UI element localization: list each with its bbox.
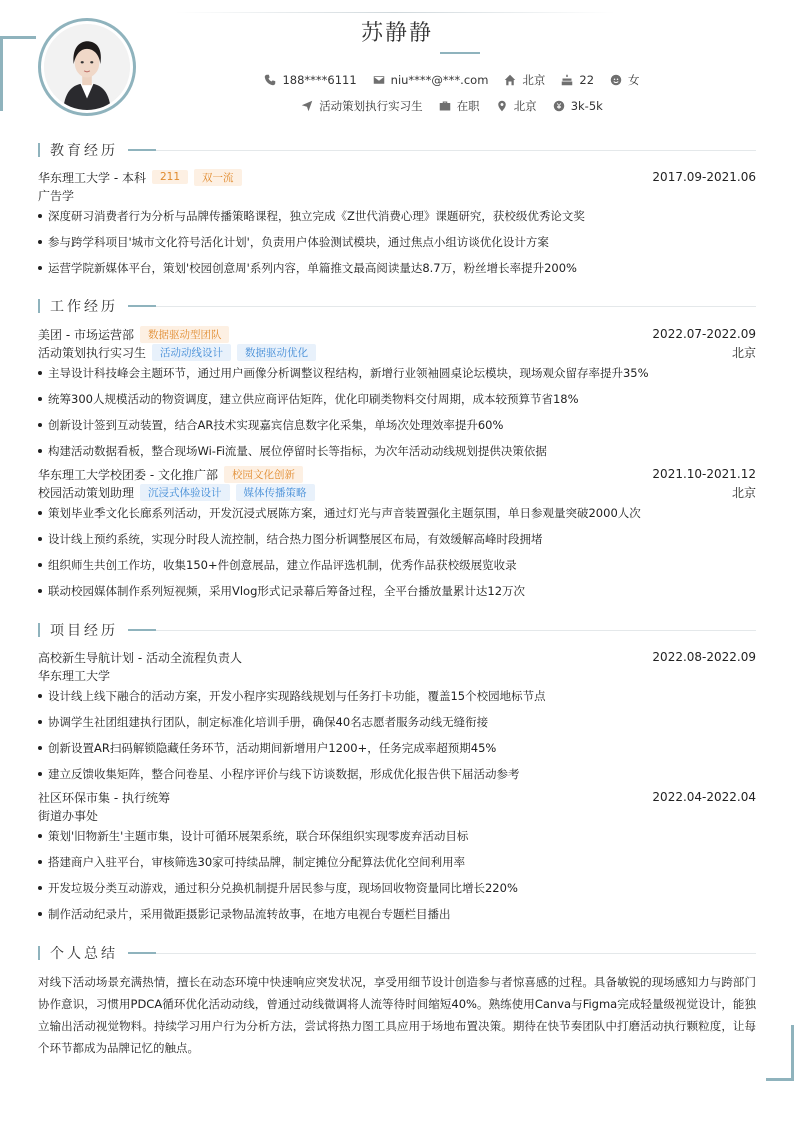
work-entry [38,324,756,344]
company-tag: 校园文化创新 [224,466,303,483]
project-org: 街道办事处 [38,808,99,823]
project-org-row [38,667,756,683]
target-job-item [301,98,423,114]
section-header [38,620,756,640]
list-item: 策划'旧物新生'主题市集，设计可循环展架系统，联合环保组织实现零废弃活动目标 [38,823,756,849]
list-item: 构建活动数据看板，整合现场Wi-Fi流量、展位停留时长等指标，为次年活动动线规划提供决策依据 [38,438,756,464]
project-name: 社区环保市集 - 执行统筹 [38,790,170,805]
list-item: 设计线上线下融合的活动方案，开发小程序实现路线规划与任务打卡功能，覆盖15个校园地标节点 [38,683,756,709]
age-item [561,73,594,87]
section-accent-line [128,305,156,307]
section-header [38,943,756,963]
cake-icon [561,74,573,86]
section-marker [38,946,40,960]
section-divider [156,630,756,631]
education-section [38,140,756,281]
section-title: 教育经历 [50,143,118,159]
work-section [38,296,756,604]
email-text: niu****@***.com [390,73,489,87]
list-item: 开发垃圾分类互动游戏，通过积分兑换机制提升居民参与度，现场回收物资量同比增长220% [38,875,756,901]
education-date: 2017.09-2021.06 [652,170,756,184]
section-header [38,296,756,316]
email-icon [373,74,385,86]
home-icon [504,74,516,86]
school-name: 华东理工大学 - 本科 [38,170,146,185]
school-tag: 211 [152,170,188,184]
project-name: 高校新生导航计划 - 活动全流程负责人 [38,650,242,665]
list-item: 建立反馈收集矩阵，整合问卷星、小程序评价与线下访谈数据，形成优化报告供下届活动参考 [38,761,756,787]
section-title: 个人总结 [50,946,118,962]
project-date: 2022.08-2022.09 [652,650,756,664]
section-title: 项目经历 [50,623,118,639]
list-item: 创新设置AR扫码解锁隐藏任务环节，活动期间新增用户1200+，任务完成率超预期45% [38,735,756,761]
job-intention-row [0,98,794,114]
section-divider [156,306,756,307]
role-tag: 媒体传播策略 [236,484,315,501]
top-divider [175,12,615,13]
work-city: 北京 [731,485,756,500]
location-icon [496,100,508,112]
project-org: 华东理工大学 [38,668,111,683]
project-bullets [38,823,756,927]
candidate-name: 苏静静 [360,21,433,46]
role-tag: 沉浸式体验设计 [140,484,230,501]
salary-text: 3k-5k [570,99,603,113]
section-marker [38,299,40,313]
gender-icon [610,74,622,86]
phone-item [264,73,356,87]
gender-item [610,72,640,88]
section-divider [156,953,756,954]
list-item: 协调学生社团组建执行团队，制定标准化培训手册，确保40名志愿者服务动线无缝衔接 [38,709,756,735]
target-job-text: 活动策划执行实习生 [319,99,423,113]
list-item: 搭建商户入驻平台，审核筛选30家可持续品牌，制定摊位分配算法优化空间利用率 [38,849,756,875]
major-row [38,187,756,203]
email-item [373,73,489,87]
phone-icon [264,74,276,86]
send-icon [301,100,313,112]
project-org-row [38,807,756,823]
status-item [439,98,480,114]
list-item: 参与跨学科项目'城市文化符号活化计划'，负责用户体验测试模块，通过焦点小组访谈优化设计方案 [38,229,756,255]
age-text: 22 [579,73,595,87]
corner-decoration-bottom-right [766,1025,794,1081]
list-item: 设计线上预约系统，实现分时段人流控制，结合热力图分析调整展区布局，有效缓解高峰时段拥堵 [38,526,756,552]
list-item: 联动校园媒体制作系列短视频，采用Vlog形式记录幕后筹备过程，全平台播放量累计达12万次 [38,578,756,604]
role-name: 校园活动策划助理 [38,485,135,500]
education-bullets [38,203,756,281]
summary-section [38,943,756,1059]
role-tag: 活动动线设计 [152,344,231,361]
salary-item [553,99,603,113]
contact-row [0,72,794,88]
school-tag: 双一流 [194,169,242,186]
target-city-item [496,98,537,114]
hometown-text: 北京 [522,73,546,87]
section-divider [156,150,756,151]
section-accent-line [128,149,156,151]
work-city: 北京 [731,345,756,360]
role-row [38,484,756,500]
section-accent-line [128,952,156,954]
projects-section [38,620,756,927]
company-tag: 数据驱动型团队 [140,326,230,343]
project-bullets [38,683,756,787]
company-name: 美团 - 市场运营部 [38,327,134,342]
summary-text: 对线下活动场景充满热情，擅长在动态环境中快速响应突发状况，享受用细节设计创造参与者惊喜感的过程。具备敏锐的现场感知力与跨部门协作意识，习惯用PDCA循环优化活动动线，曾通过动线微调将人流等待时间缩短40%。熟练使用Canva与Figma完成轻量级视觉设计，能独立输出活动视觉物料。持续学习用户行为分析方法，尝试将热力图工具应用于场地布置决策。期待在快节奏团队中打磨活动执行颗粒度，让每个环节都成为品牌记忆的触点。 [38,975,756,1055]
section-accent-line [128,629,156,631]
list-item: 组织师生共创工作坊，收集150+件创意展品，建立作品评选机制，优秀作品获校级展览收录 [38,552,756,578]
list-item: 策划毕业季文化长廊系列活动，开发沉浸式展陈方案，通过灯光与声音装置强化主题氛围，单日参观量突破2000人次 [38,500,756,526]
list-item: 主导设计科技峰会主题环节，通过用户画像分析调整议程结构，新增行业领袖圆桌论坛模块，现场观众留存率提升35% [38,360,756,386]
work-bullets [38,360,756,464]
project-entry [38,647,756,667]
list-item: 制作活动纪录片，采用微距摄影记录物品流转故事，在地方电视台专题栏目播出 [38,901,756,927]
list-item: 创新设计签到互动装置，结合AR技术实现嘉宾信息数字化采集，单场次处理效率提升60% [38,412,756,438]
briefcase-icon [439,100,451,112]
phone-text: 188****6111 [282,73,357,87]
work-date: 2021.10-2021.12 [652,467,756,481]
project-entry [38,787,756,807]
gender-text: 女 [628,73,640,87]
role-tag: 数据驱动优化 [237,344,316,361]
work-date: 2022.07-2022.09 [652,327,756,341]
money-icon [553,100,565,112]
name-underline [440,52,480,54]
status-text: 在职 [456,99,480,113]
project-date: 2022.04-2022.04 [652,790,756,804]
section-title: 工作经历 [50,299,118,315]
hometown-item [504,72,545,88]
section-header [38,140,756,160]
list-item: 运营学院新媒体平台，策划'校园创意周'系列内容，单篇推文最高阅读量达8.7万，粉丝增长率提升200% [38,255,756,281]
list-item: 统筹300人规模活动的物资调度，建立供应商评估矩阵，优化印刷类物料交付周期，成本较预算节省18% [38,386,756,412]
section-marker [38,143,40,157]
section-marker [38,623,40,637]
role-name: 活动策划执行实习生 [38,345,147,360]
role-row [38,344,756,360]
work-bullets [38,500,756,604]
list-item: 深度研习消费者行为分析与品牌传播策略课程，独立完成《Z世代消费心理》课题研究，获校级优秀论文奖 [38,203,756,229]
education-entry [38,167,756,187]
major-text: 广告学 [38,188,75,203]
company-name: 华东理工大学校团委 - 文化推广部 [38,467,218,482]
work-entry [38,464,756,484]
target-city-text: 北京 [513,99,537,113]
